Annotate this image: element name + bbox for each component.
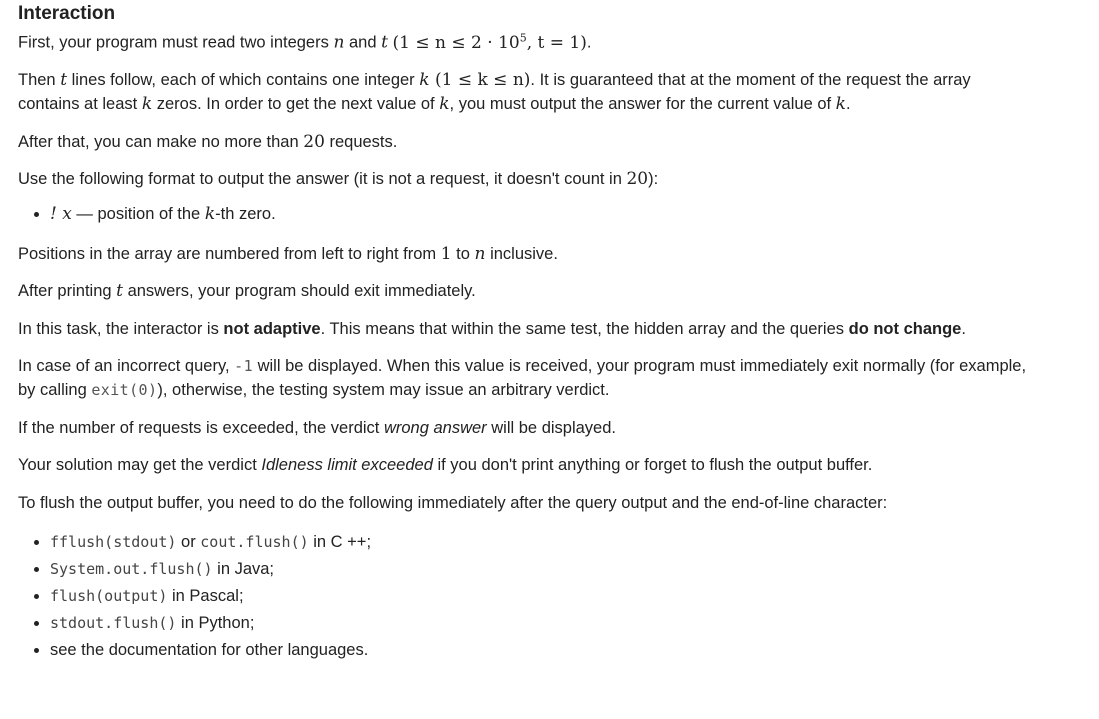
list-item: • ! x — position of the k-th zero.: [50, 201, 1089, 228]
list-item-java: • System.out.flush() in Java;: [50, 556, 1089, 583]
list-item-other: • see the documentation for other languages.: [50, 637, 1089, 664]
math-t: t: [381, 32, 388, 53]
answer-format-mark: ! x: [50, 204, 72, 225]
queries-description: Then t lines follow, each of which contains one integer k (1 ≤ k ≤ n). It is guaranteed that at the moment of the request the array contains at least k zeros. In order to get the next value of k, you must output the answer for the current value of k.: [18, 70, 971, 115]
answer-format-intro: Use the following format to output the answer (it is not a request, it doesn't count in 20):: [18, 169, 659, 190]
math-n: n: [333, 32, 345, 53]
math-constraint: ($1 \le n \le 2 \cdot 10^5$, t = 1): [392, 31, 587, 53]
idleness-note: Your solution may get the verdict Idleness limit exceeded if you don't print anything or forget to flush the output buffer.: [18, 456, 873, 475]
list-item-cpp: • fflush(stdout) or cout.flush() in C ++;: [50, 529, 1089, 556]
positions-description: Positions in the array are numbered from left to right from 1 to n inclusive.: [18, 243, 558, 264]
exit-description: After printing t answers, your program should exit immediately.: [18, 281, 476, 302]
request-exceeded-note: If the number of requests is exceeded, the verdict wrong answer will be displayed.: [18, 418, 616, 437]
flush-list: [18, 529, 1089, 664]
list-item-pascal: • flush(output) in Pascal;: [50, 583, 1089, 610]
section-title: Interaction: [18, 3, 116, 24]
flush-intro: To flush the output buffer, you need to do the following immediately after the query output and the end-of-line character:: [18, 493, 888, 512]
incorrect-query-note: In case of an incorrect query, -1 will be displayed. When this value is received, your program must immediately exit normally (for example, by calling exit(0)), otherwise, the testing system may issue an arbitrary verdict.: [18, 357, 1027, 400]
answer-format-list: [18, 201, 1089, 228]
code-exit: exit(0): [91, 381, 158, 400]
code-minus-one: -1: [234, 357, 254, 376]
request-limit: After that, you can make no more than 20 requests.: [18, 131, 398, 152]
adaptivity-note: In this task, the interactor is not adaptive. This means that within the same test, the hidden array and the queries do not change.: [18, 319, 966, 338]
math-k-constraint: (1 ≤ k ≤ n): [429, 70, 531, 91]
list-item-python: • stdout.flush() in Python;: [50, 610, 1089, 637]
input-description: First, your program must read two integers n and t ($1 \le n \le 2 \cdot 10^5$, t = 1).: [18, 31, 592, 53]
